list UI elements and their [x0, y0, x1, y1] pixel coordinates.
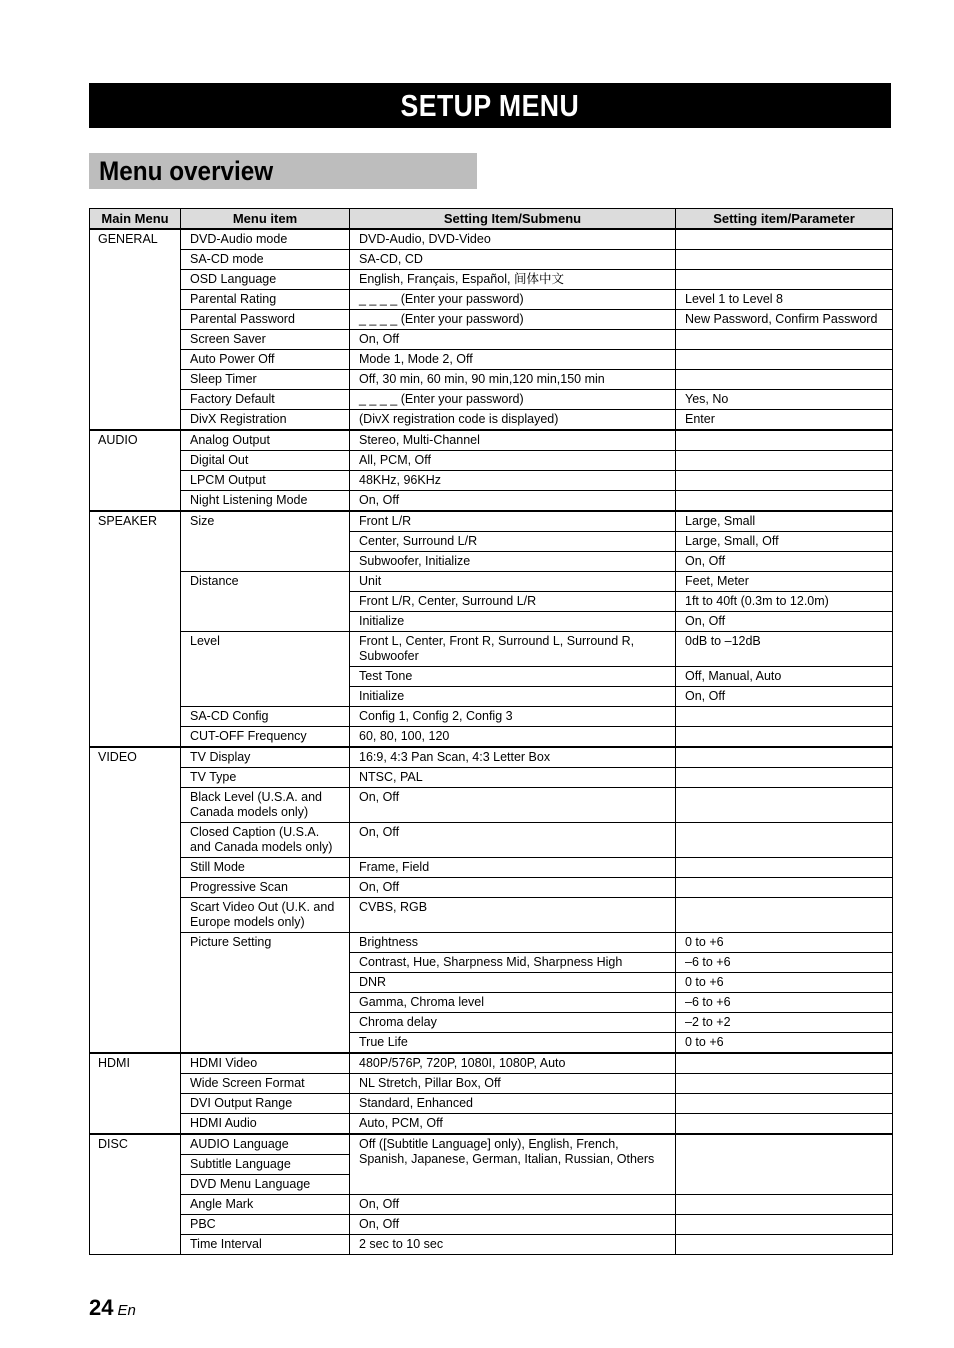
menu-item-cell: Closed Caption (U.S.A. and Canada models only) — [181, 823, 350, 858]
table-row — [90, 250, 893, 270]
setting-submenu-cell: 2 sec to 10 sec — [350, 1235, 676, 1255]
menu-item-cell: Night Listening Mode — [181, 491, 350, 512]
table-body — [90, 229, 893, 1255]
setting-submenu-cell: On, Off — [350, 1195, 676, 1215]
page-title-banner — [89, 83, 891, 128]
setting-submenu-cell: Test Tone — [350, 667, 676, 687]
page-language: En — [117, 1302, 136, 1319]
setting-submenu-cell: Subwoofer, Initialize — [350, 552, 676, 572]
menu-item-cell: Sleep Timer — [181, 370, 350, 390]
setting-parameter-cell: Enter — [676, 410, 893, 431]
menu-overview-table — [89, 208, 893, 1255]
setting-parameter-cell — [676, 1134, 893, 1195]
setting-submenu-cell: Chroma delay — [350, 1013, 676, 1033]
menu-item-cell: Angle Mark — [181, 1195, 350, 1215]
setting-parameter-cell — [676, 1195, 893, 1215]
setting-parameter-cell: –6 to +6 — [676, 993, 893, 1013]
setting-submenu-cell: Mode 1, Mode 2, Off — [350, 350, 676, 370]
menu-item-cell: Black Level (U.S.A. and Canada models only) — [181, 788, 350, 823]
menu-item-cell: Wide Screen Format — [181, 1074, 350, 1094]
table-row — [90, 310, 893, 330]
menu-item-cell: Analog Output — [181, 430, 350, 451]
setting-submenu-cell: Contrast, Hue, Sharpness Mid, Sharpness High — [350, 953, 676, 973]
setting-submenu-cell: Off ([Subtitle Language] only), English, French, Spanish, Japanese, German, Italian, Russian, Others — [350, 1134, 676, 1195]
setting-submenu-cell: Off, 30 min, 60 min, 90 min,120 min,150 min — [350, 370, 676, 390]
menu-item-cell: TV Type — [181, 768, 350, 788]
column-header: Setting item/Parameter — [676, 209, 893, 230]
menu-item-cell: LPCM Output — [181, 471, 350, 491]
setting-submenu-cell: SA-CD, CD — [350, 250, 676, 270]
page-footer — [89, 1295, 136, 1321]
setting-parameter-cell: On, Off — [676, 687, 893, 707]
table-row — [90, 632, 893, 667]
setting-parameter-cell: Off, Manual, Auto — [676, 667, 893, 687]
table-row — [90, 330, 893, 350]
table-row — [90, 823, 893, 858]
table-row — [90, 1094, 893, 1114]
setting-submenu-cell: 480P/576P, 720P, 1080I, 1080P, Auto — [350, 1053, 676, 1074]
table-row — [90, 270, 893, 290]
setting-parameter-cell — [676, 727, 893, 748]
column-header: Menu item — [181, 209, 350, 230]
menu-item-cell: CUT-OFF Frequency — [181, 727, 350, 748]
table-row — [90, 229, 893, 250]
menu-item-cell: HDMI Video — [181, 1053, 350, 1074]
menu-item-cell: DVD Menu Language — [181, 1175, 350, 1195]
setting-parameter-cell — [676, 768, 893, 788]
setting-parameter-cell — [676, 858, 893, 878]
page-number: 24 — [89, 1295, 114, 1320]
page-title: SETUP MENU — [400, 87, 580, 123]
menu-item-cell: Distance — [181, 572, 350, 632]
setting-submenu-cell: CVBS, RGB — [350, 898, 676, 933]
setting-submenu-cell: Gamma, Chroma level — [350, 993, 676, 1013]
setting-parameter-cell: On, Off — [676, 612, 893, 632]
setting-parameter-cell — [676, 1215, 893, 1235]
setting-submenu-cell: 60, 80, 100, 120 — [350, 727, 676, 748]
menu-item-cell: Level — [181, 632, 350, 707]
table-row — [90, 350, 893, 370]
setting-parameter-cell: 0 to +6 — [676, 973, 893, 993]
table-row — [90, 898, 893, 933]
menu-item-cell: Subtitle Language — [181, 1155, 350, 1175]
table-row — [90, 878, 893, 898]
setting-submenu-cell: Front L, Center, Front R, Surround L, Surround R, Subwoofer — [350, 632, 676, 667]
setting-parameter-cell — [676, 1074, 893, 1094]
table-row — [90, 788, 893, 823]
setting-parameter-cell: Level 1 to Level 8 — [676, 290, 893, 310]
setting-parameter-cell — [676, 491, 893, 512]
menu-item-cell: AUDIO Language — [181, 1134, 350, 1155]
section-heading: Menu overview — [99, 155, 274, 186]
table-row — [90, 1053, 893, 1074]
setting-submenu-cell: On, Off — [350, 823, 676, 858]
main-menu-cell: DISC — [90, 1134, 181, 1255]
table-row — [90, 410, 893, 431]
setting-submenu-cell: (DivX registration code is displayed) — [350, 410, 676, 431]
table-row — [90, 290, 893, 310]
menu-item-cell: Auto Power Off — [181, 350, 350, 370]
table-row — [90, 390, 893, 410]
setting-submenu-cell: DVD-Audio, DVD-Video — [350, 229, 676, 250]
setting-submenu-cell: On, Off — [350, 491, 676, 512]
menu-item-cell: Factory Default — [181, 390, 350, 410]
menu-item-cell: DVI Output Range — [181, 1094, 350, 1114]
setting-submenu-cell: On, Off — [350, 788, 676, 823]
setting-submenu-cell: On, Off — [350, 878, 676, 898]
setting-parameter-cell — [676, 229, 893, 250]
table-row — [90, 768, 893, 788]
menu-item-cell: HDMI Audio — [181, 1114, 350, 1135]
table-row — [90, 370, 893, 390]
table-row — [90, 511, 893, 532]
table-header-row — [90, 209, 893, 230]
main-menu-cell: SPEAKER — [90, 511, 181, 747]
setting-submenu-cell: On, Off — [350, 330, 676, 350]
setting-submenu-cell: Standard, Enhanced — [350, 1094, 676, 1114]
setting-submenu-cell: Initialize — [350, 612, 676, 632]
table-row — [90, 1195, 893, 1215]
setting-parameter-cell — [676, 747, 893, 768]
main-menu-cell: GENERAL — [90, 229, 181, 430]
setting-parameter-cell — [676, 1235, 893, 1255]
setting-submenu-cell: Front L/R, Center, Surround L/R — [350, 592, 676, 612]
setting-submenu-cell: On, Off — [350, 1215, 676, 1235]
table-row — [90, 727, 893, 748]
setting-parameter-cell: 0dB to –12dB — [676, 632, 893, 667]
setting-submenu-cell: Config 1, Config 2, Config 3 — [350, 707, 676, 727]
setting-parameter-cell: 0 to +6 — [676, 1033, 893, 1054]
setting-parameter-cell — [676, 330, 893, 350]
menu-item-cell: SA-CD mode — [181, 250, 350, 270]
setting-parameter-cell — [676, 451, 893, 471]
setting-parameter-cell: On, Off — [676, 552, 893, 572]
table-row — [90, 747, 893, 768]
menu-item-cell: SA-CD Config — [181, 707, 350, 727]
table-row — [90, 1215, 893, 1235]
main-menu-cell: VIDEO — [90, 747, 181, 1053]
menu-item-cell: Screen Saver — [181, 330, 350, 350]
menu-item-cell: Digital Out — [181, 451, 350, 471]
setting-parameter-cell — [676, 707, 893, 727]
table-row — [90, 858, 893, 878]
setting-parameter-cell — [676, 823, 893, 858]
table-row — [90, 491, 893, 512]
menu-item-cell: PBC — [181, 1215, 350, 1235]
table-row — [90, 471, 893, 491]
setting-submenu-cell: Center, Surround L/R — [350, 532, 676, 552]
setting-submenu-cell: _ _ _ _ (Enter your password) — [350, 310, 676, 330]
setting-parameter-cell — [676, 878, 893, 898]
setting-parameter-cell — [676, 350, 893, 370]
table-row — [90, 1074, 893, 1094]
menu-item-cell: TV Display — [181, 747, 350, 768]
menu-item-cell: DVD-Audio mode — [181, 229, 350, 250]
menu-item-cell: DivX Registration — [181, 410, 350, 431]
setting-parameter-cell — [676, 250, 893, 270]
menu-item-cell: Parental Rating — [181, 290, 350, 310]
main-menu-cell: HDMI — [90, 1053, 181, 1134]
table-row — [90, 572, 893, 592]
menu-item-cell: Progressive Scan — [181, 878, 350, 898]
table-row — [90, 933, 893, 953]
setting-submenu-cell: 48KHz, 96KHz — [350, 471, 676, 491]
setting-submenu-cell: Frame, Field — [350, 858, 676, 878]
setting-parameter-cell — [676, 270, 893, 290]
setting-submenu-cell: Unit — [350, 572, 676, 592]
menu-item-cell: Time Interval — [181, 1235, 350, 1255]
setting-submenu-cell: English, Français, Español, 间体中文 — [350, 270, 676, 290]
menu-item-cell: Still Mode — [181, 858, 350, 878]
setting-submenu-cell: Stereo, Multi-Channel — [350, 430, 676, 451]
table-row — [90, 451, 893, 471]
setting-parameter-cell — [676, 788, 893, 823]
menu-item-cell: Scart Video Out (U.K. and Europe models only) — [181, 898, 350, 933]
section-heading-box — [89, 153, 477, 189]
menu-item-cell: OSD Language — [181, 270, 350, 290]
menu-item-cell: Size — [181, 511, 350, 572]
table-row — [90, 1114, 893, 1135]
setting-submenu-cell: True Life — [350, 1033, 676, 1054]
setting-submenu-cell: _ _ _ _ (Enter your password) — [350, 290, 676, 310]
setting-parameter-cell: 1ft to 40ft (0.3m to 12.0m) — [676, 592, 893, 612]
setting-parameter-cell — [676, 471, 893, 491]
setting-submenu-cell: All, PCM, Off — [350, 451, 676, 471]
setting-parameter-cell: Large, Small, Off — [676, 532, 893, 552]
setting-submenu-cell: NL Stretch, Pillar Box, Off — [350, 1074, 676, 1094]
setting-submenu-cell: 16:9, 4:3 Pan Scan, 4:3 Letter Box — [350, 747, 676, 768]
setting-submenu-cell: _ _ _ _ (Enter your password) — [350, 390, 676, 410]
setting-parameter-cell: –2 to +2 — [676, 1013, 893, 1033]
setting-submenu-cell: Initialize — [350, 687, 676, 707]
setting-parameter-cell: New Password, Confirm Password — [676, 310, 893, 330]
main-menu-cell: AUDIO — [90, 430, 181, 511]
column-header: Setting Item/Submenu — [350, 209, 676, 230]
table-row — [90, 1134, 893, 1155]
setting-submenu-cell: NTSC, PAL — [350, 768, 676, 788]
setting-parameter-cell — [676, 430, 893, 451]
table-row — [90, 1235, 893, 1255]
setting-parameter-cell: –6 to +6 — [676, 953, 893, 973]
setting-submenu-cell: Front L/R — [350, 511, 676, 532]
setting-submenu-cell: Auto, PCM, Off — [350, 1114, 676, 1135]
setting-parameter-cell: Yes, No — [676, 390, 893, 410]
setting-parameter-cell: 0 to +6 — [676, 933, 893, 953]
setting-parameter-cell — [676, 898, 893, 933]
setting-parameter-cell — [676, 370, 893, 390]
table-row — [90, 430, 893, 451]
setting-parameter-cell: Feet, Meter — [676, 572, 893, 592]
column-header: Main Menu — [90, 209, 181, 230]
menu-item-cell: Picture Setting — [181, 933, 350, 1054]
setting-parameter-cell — [676, 1053, 893, 1074]
setting-parameter-cell: Large, Small — [676, 511, 893, 532]
table-row — [90, 707, 893, 727]
setting-parameter-cell — [676, 1114, 893, 1135]
setting-parameter-cell — [676, 1094, 893, 1114]
setting-submenu-cell: Brightness — [350, 933, 676, 953]
menu-item-cell: Parental Password — [181, 310, 350, 330]
setting-submenu-cell: DNR — [350, 973, 676, 993]
